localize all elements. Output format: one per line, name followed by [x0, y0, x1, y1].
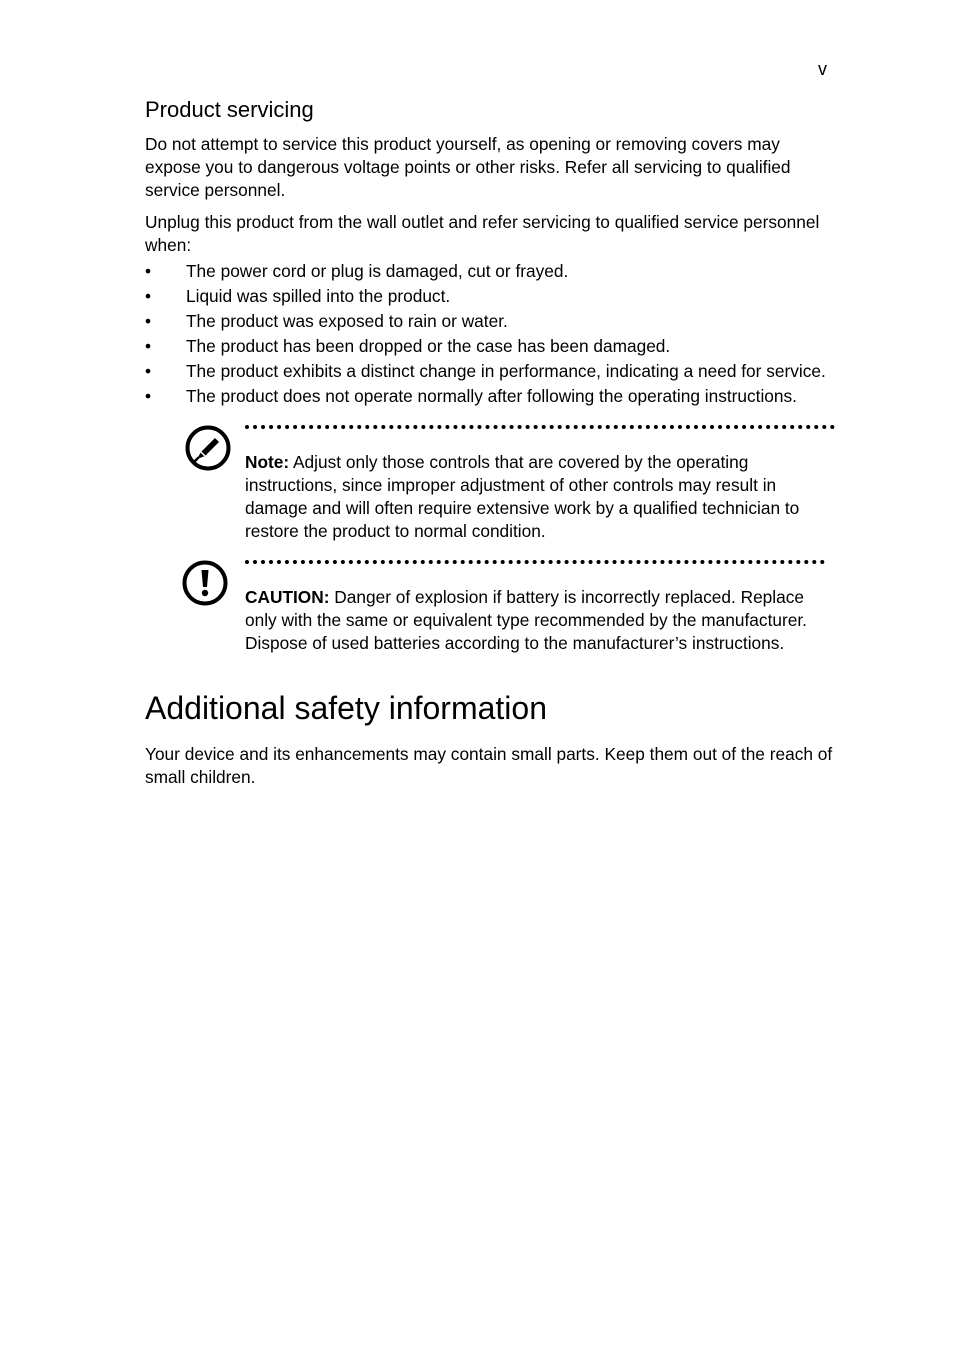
caution-box: [145, 560, 835, 655]
list-item: [145, 260, 835, 283]
bullet-dot: •: [145, 286, 152, 306]
servicing-bullet-list: [145, 260, 835, 408]
exclamation-icon: [182, 560, 228, 606]
list-item-text: The product has been dropped or the case has been damaged.: [186, 336, 671, 356]
caution-body: Danger of explosion if battery is incorrectly replaced. Replace only with the same or equivalent type recommended by the manufacturer. Dispose of used batteries according to the manufacturer’s instructions.: [245, 587, 807, 653]
caution-divider: [245, 560, 825, 564]
bullet-dot: •: [145, 311, 152, 331]
note-body: Adjust only those controls that are covered by the operating instructions, since improper adjustment of other controls may result in damage and will often require extensive work by a qualified technician to restore the product to normal condition.: [245, 452, 800, 541]
additional-safety-paragraph: Your device and its enhancements may contain small parts. Keep them out of the reach of small children.: [145, 744, 833, 787]
list-item-text: The power cord or plug is damaged, cut or frayed.: [186, 261, 569, 281]
note-pen-icon: [185, 425, 231, 471]
note-box: [145, 425, 835, 543]
list-item: [145, 335, 835, 358]
list-item: [145, 360, 835, 383]
note-label: Note:: [245, 452, 290, 472]
bullet-dot: •: [145, 336, 152, 356]
list-item: [145, 385, 835, 408]
caution-label: CAUTION:: [245, 587, 330, 607]
note-text: [245, 451, 810, 543]
page-content: [145, 96, 835, 798]
bullet-dot: •: [145, 261, 152, 281]
list-item: [145, 285, 835, 308]
caution-text: [245, 586, 810, 655]
section-heading-product-servicing: Product servicing: [145, 97, 314, 122]
servicing-paragraph-1: Do not attempt to service this product yourself, as opening or removing covers may expose you to dangerous voltage points or other risks. Refer all servicing to qualified service personnel.: [145, 134, 791, 200]
page-number: v: [818, 59, 827, 79]
bullet-dot: •: [145, 386, 152, 406]
list-item-text: Liquid was spilled into the product.: [186, 286, 451, 306]
list-item: [145, 310, 835, 333]
bullet-dot: •: [145, 361, 152, 381]
servicing-paragraph-2: Unplug this product from the wall outlet and refer servicing to qualified service personnel when:: [145, 212, 820, 255]
page-title: Additional safety information: [145, 690, 547, 726]
list-item-text: The product does not operate normally after following the operating instructions.: [186, 386, 797, 406]
list-item-text: The product exhibits a distinct change in performance, indicating a need for service.: [186, 361, 826, 381]
list-item-text: The product was exposed to rain or water.: [186, 311, 508, 331]
note-divider: [245, 425, 835, 429]
